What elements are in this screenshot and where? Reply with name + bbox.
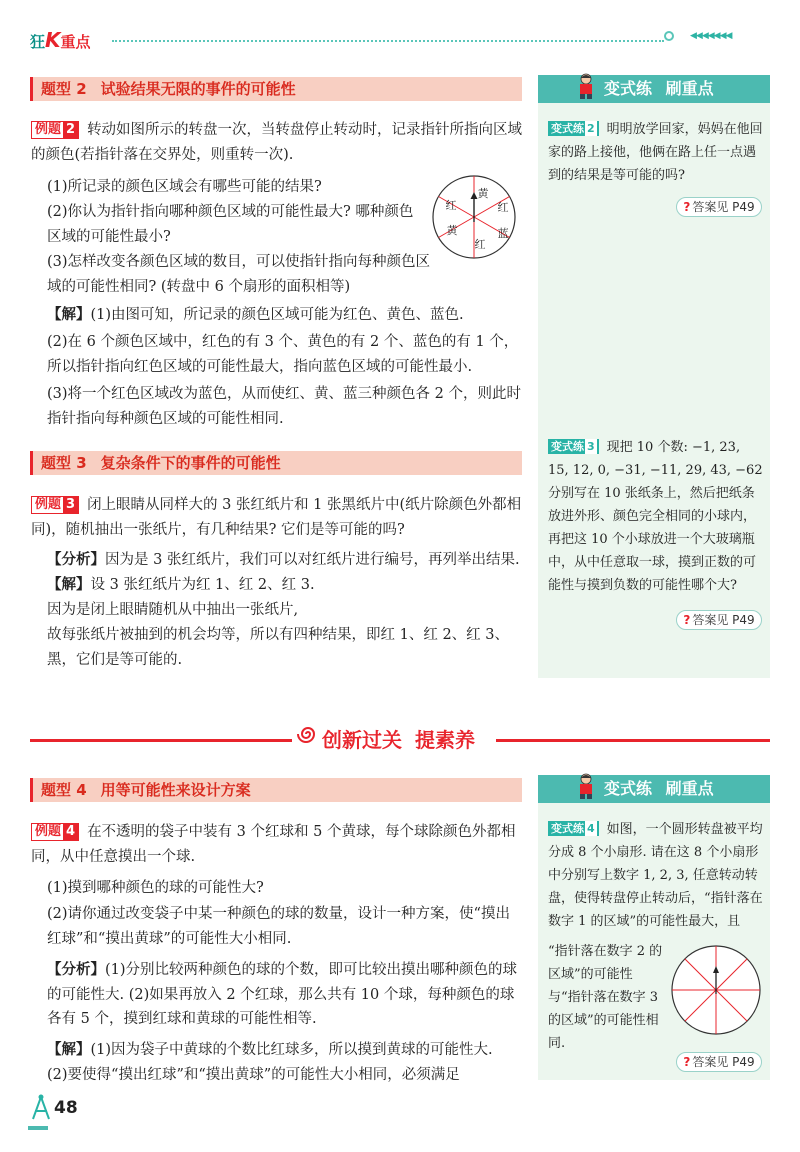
section-divider-title: 创新过关 提素养 [322, 728, 475, 752]
example-4-q2: (2)请你通过改变袋子中某一种颜色的球的数量，设计一种方案，使“摸出红球”和“摸出黄球”的可能性大小相同. [47, 906, 510, 947]
header-dotted-rule [112, 40, 664, 42]
sidebar-2-header: 变式练 刷重点 [538, 775, 770, 803]
example-3-solution-2: 因为是闭上眼睛随机从中抽出一张纸片, [47, 602, 299, 618]
header-ring-ornament [664, 31, 674, 41]
example-2-solution-2: (2)在 6 个颜色区域中，红色的有 3 个、黄色的有 2 个、蓝色的有 1 个，所以指针指向红色区域的可能性最大，指向蓝色区域的可能性最小. [47, 334, 519, 375]
eight-sector-spinner-diagram [670, 944, 762, 1036]
type-4-title: 用等可能性来设计方案 [100, 781, 251, 799]
student-mascot-icon [574, 772, 598, 800]
example-2-q1: (1)所记录的颜色区域会有哪些可能的结果? [47, 179, 322, 195]
variant-4-tag: 变式练 4 [548, 821, 599, 836]
example-2-q3: (3)怎样改变各颜色区域的数目，可以使指针指向每种颜色区域的可能性相同? (转盘中 6 个扇形的面积相等) [47, 254, 431, 295]
example-3-analysis: 【分析】因为是 3 张红纸片，我们可以对红纸片进行编号，再列举出结果. [47, 552, 520, 568]
answer-link-variant-3[interactable]: ? 答案见 P49 [676, 610, 762, 630]
example-4-tag: 例题 4 [31, 823, 79, 841]
example-4-solution-1: 【解】(1)因为袋子中黄球的个数比红球多，所以摸到黄球的可能性大. [47, 1042, 493, 1058]
color-spinner-diagram [431, 174, 517, 260]
page-number-underline [28, 1126, 48, 1130]
spinner-label: 红 [497, 201, 509, 214]
spinner-label: 蓝 [497, 227, 509, 240]
spinner-label: 红 [474, 238, 486, 251]
header-arrow-ornament: ◀◀◀◀◀◀◀ [690, 31, 732, 41]
variant-4-text-side: “指针落在数字 2 的区域”的可能性与“指针落在数字 3 的区域”的可能性相同. [548, 944, 663, 1051]
example-2-tag: 例题 2 [31, 121, 79, 139]
example-2-solution-3: (3)将一个红色区域改为蓝色，从而使红、黄、蓝三种颜色各 2 个，则此时指针指向每种颜色区域的可能性相同. [47, 386, 521, 427]
example-2-question: 例题 2 转动如图所示的转盘一次，当转盘停止转动时，记录指针所指向区域的颜色(若指针落在交界处，则重转一次). [31, 122, 523, 163]
example-4-analysis: 【分析】(1)分别比较两种颜色的球的个数，即可比较出摸出哪种颜色的球的可能性大. (2)如果再放入 2 个红球，那么共有 10 个球，每种颜色的球各有 5 个，摸到红球和黄球的可能性相等. [47, 962, 518, 1027]
example-4-solution-2: (2)要使得“摸出红球”和“摸出黄球”的可能性大小相同，必须满足 [47, 1067, 460, 1083]
spinner-label: 黄 [477, 187, 489, 200]
section-divider-left [30, 739, 292, 742]
example-3-solution-3: 故每张纸片被抽到的机会均等，所以有四种结果，即红 1、红 2、红 3、黑，它们是等可能的. [47, 627, 510, 668]
page-number: 48 [54, 1098, 78, 1118]
answer-link-variant-4[interactable]: ? 答案见 P49 [676, 1052, 762, 1072]
type-2-number: 题型 2 [41, 80, 87, 98]
spinner-label: 黄 [446, 224, 458, 237]
example-4-question: 例题 4 在不透明的袋子中装有 3 个红球和 5 个黄球，每个球除颜色外都相同，从中任意摸出一个球. [31, 824, 516, 865]
type-2-banner [30, 77, 522, 101]
sidebar-1-header: 变式练 刷重点 [538, 75, 770, 103]
variant-3-tag: 变式练 3 [548, 439, 599, 454]
variant-2-text: 变式练 2 明明放学回家，妈妈在他回家的路上接他，他俩在路上任一点遇到的结果是等可能的吗? [548, 122, 763, 183]
spinner-label: 红 [445, 199, 457, 212]
example-2-q2: (2)你认为指针指向哪种颜色区域的可能性最大? 哪种颜色区域的可能性最小? [47, 204, 414, 245]
example-3-solution-1: 【解】设 3 张红纸片为红 1、红 2、红 3. [47, 577, 315, 593]
example-3-question: 例题 3 闭上眼睛从同样大的 3 张红纸片和 1 张黑纸片中(纸片除颜色外都相同)，随机抽出一张纸片，有几种结果? 它们是等可能的吗? [31, 497, 522, 538]
variant-2-tag: 变式练 2 [548, 121, 599, 136]
brand-logo: 狂K重点 [30, 28, 91, 52]
type-3-title: 复杂条件下的事件的可能性 [100, 454, 281, 472]
variant-4-text: 变式练 4 如图，一个圆形转盘被平均分成 8 个小扇形. 请在这 8 个小扇形中分别写上数字 1, 2, 3, 任意转动转盘，使得转盘停止转动后，“指针落在数字 1 的区域”的可能性最大，且 [548, 822, 763, 929]
example-3-tag: 例题 3 [31, 496, 79, 514]
answer-link-variant-2[interactable]: ? 答案见 P49 [676, 197, 762, 217]
type-4-banner [30, 778, 522, 802]
student-mascot-icon [574, 72, 598, 100]
type-2-title: 试验结果无限的事件的可能性 [100, 80, 296, 98]
example-4-q1: (1)摸到哪种颜色的球的可能性大? [47, 880, 264, 896]
variant-3-text: 变式练 3 现把 10 个数: −1, 23, 15, 12, 0, −31, −11, 29, 43, −62 分别写在 10 张纸条上，然后把纸条放进外形、颜色完全相同的小球内，再把这 10 个小球放进一个大玻璃瓶中，从中任意取一球，摸到正数的可能性与摸到负数的可能性哪个大? [548, 440, 763, 593]
section-divider-right [496, 739, 770, 742]
example-2-solution-1: 【解】(1)由图可知，所记录的颜色区域可能为红色、黄色、蓝色. [47, 307, 464, 323]
type-3-banner [30, 451, 522, 475]
type-3-number: 题型 3 [41, 454, 87, 472]
type-4-number: 题型 4 [41, 781, 87, 799]
